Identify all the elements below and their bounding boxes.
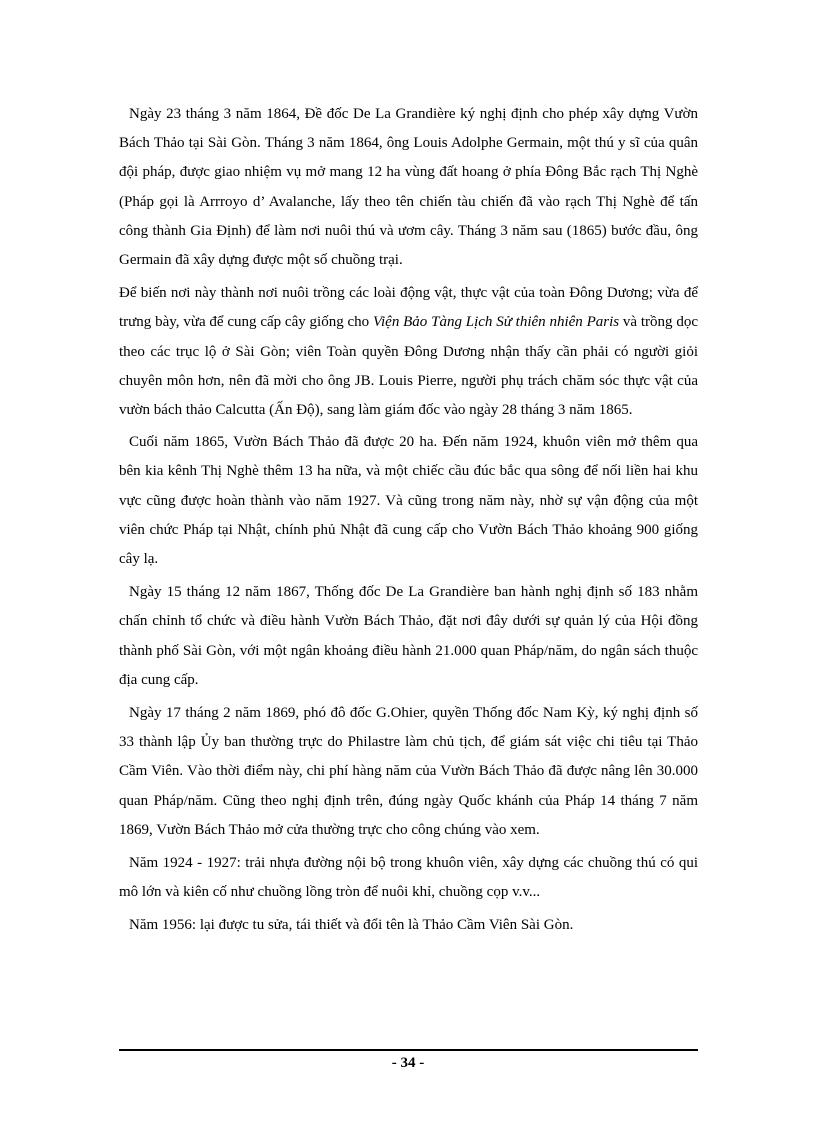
footer-divider [119, 1049, 698, 1051]
paragraph-4: Ngày 15 tháng 12 năm 1867, Thống đốc De La Grandière ban hành nghị định số 183 nhằm chấn chỉnh tổ chức và điều hành Vườn Bách Thảo, đặt nơi đây dưới sự quản lý của Hội đồng thành phố Sài Gòn, với một ngân khoảng điều hành 21.000 quan Pháp/năm, do ngân sách thuộc địa cung cấp. [119, 584, 698, 688]
paragraph-7: Năm 1956: lại được tu sửa, tái thiết và đổi tên là Thảo Cầm Viên Sài Gòn. [129, 917, 574, 934]
page-number: - 34 - [391, 1055, 425, 1071]
paragraph-3: Cuối năm 1865, Vườn Bách Thảo đã được 20 ha. Đến năm 1924, khuôn viên mở thêm qua bên kia kênh Thị Nghè thêm 13 ha nữa, và một chiếc cầu đúc bắc qua sông để nối liền hai khu vực cũng được hoàn thành vào năm 1927. Và cũng trong năm này, nhờ sự vận động của một viên chức Pháp tại Nhật, chính phủ Nhật đã cung cấp cho Vườn Bách Thảo khoảng 900 giống cây lạ. [119, 434, 698, 568]
body-text [119, 100, 698, 945]
paragraph-1: Ngày 23 tháng 3 năm 1864, Đề đốc De La Grandière ký nghị định cho phép xây dựng Vườn Bách Thảo tại Sài Gòn. Tháng 3 năm 1864, ông Louis Adolphe Germain, một thú y sĩ của quân đội pháp, được giao nhiệm vụ mở mang 12 ha vùng đất hoang ở phía Đông Bắc rạch Thị Nghè (Pháp gọi là Arrroyo d’ Avalanche, lấy theo tên chiến tàu chiến đã vào rạch Thị Nghè để tấn công thành Gia Định) để làm nơi nuôi thú và ươm cây. Tháng 3 năm sau (1865) bước đầu, ông Germain đã xây dựng được một số chuồng trại. [119, 106, 698, 269]
paragraph-6: Năm 1924 - 1927: trải nhựa đường nội bộ trong khuôn viên, xây dựng các chuồng thú có qui mô lớn và kiên cố như chuồng lồng tròn để nuôi khỉ, chuồng cọp v.v... [119, 855, 698, 901]
italic-institution-name: Viện Bảo Tàng Lịch Sử thiên nhiên Paris [372, 314, 620, 331]
paragraph-2 [119, 279, 698, 425]
paragraph-5: Ngày 17 tháng 2 năm 1869, phó đô đốc G.Ohier, quyền Thống đốc Nam Kỳ, ký nghị định số 33 thành lập Ủy ban thường trực do Philastre làm chủ tịch, để giám sát việc chi tiêu tại Thảo Cầm Viên. Vào thời điểm này, chi phí hàng năm của Vườn Bách Thảo đã được nâng lên 30.000 quan Pháp/năm. Cũng theo nghị định trên, đúng ngày Quốc khánh của Pháp 14 tháng 7 năm 1869, Vườn Bách Thảo mở cửa thường trực cho công chúng vào xem. [119, 705, 698, 838]
paragraph-2-text-end: và trồng dọc theo các trục lộ ở Sài Gòn; viên Toàn quyền Đông Dương nhận thấy cần phải có người giỏi chuyên môn hơn, nên đã mời cho ông JB. Louis Pierre, người phụ trách chăm sóc thực vật của vườn bách thảo Calcutta (Ấn Độ), sang làm giám đốc vào ngày 28 tháng 3 năm 1865. [119, 314, 698, 419]
paragraph-2-text-start: Để biến nơi này thành nơi nuôi trồng các loài động vật, thực vật của toàn Đông Dương; vừa để trưng bày, vừa để cung cấp cây giống cho [119, 285, 698, 331]
